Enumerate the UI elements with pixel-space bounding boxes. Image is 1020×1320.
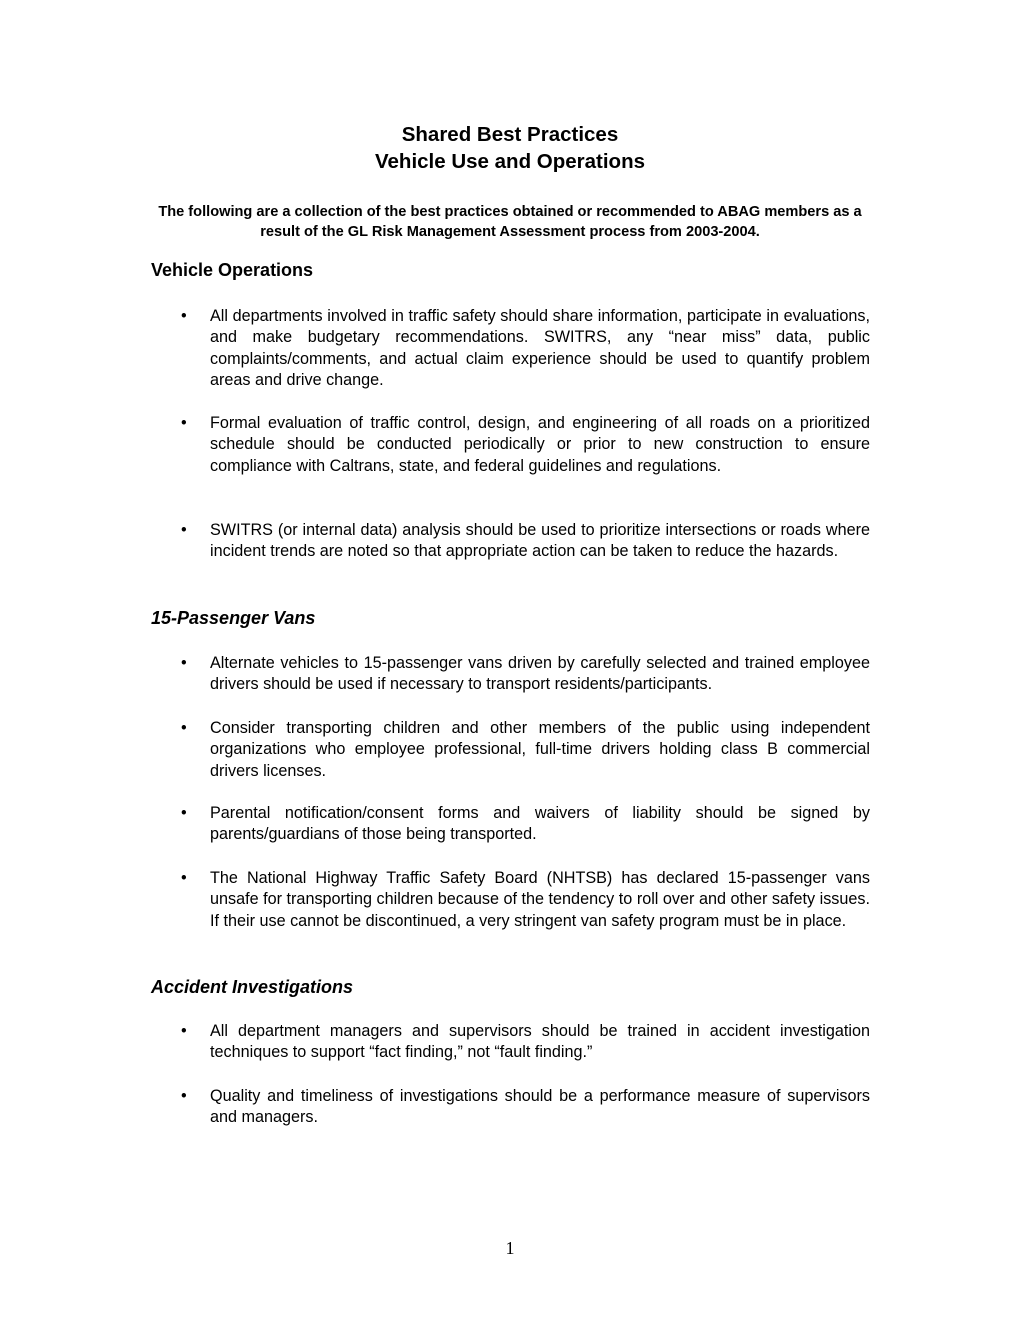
list-item — [181, 413, 870, 477]
bullet-icon: • — [181, 1087, 187, 1105]
intro-paragraph: The following are a collection of the best practices obtained or recommended to ABAG members as a result of the GL Risk Management Assessment process from 2003-2004. — [158, 204, 862, 240]
bullet-icon: • — [181, 1022, 187, 1040]
list-item — [181, 718, 870, 782]
list-item — [181, 1021, 870, 1064]
bullet-icon: • — [181, 307, 187, 325]
list-item-text: All departments involved in traffic safety should share information, participate in evaluations, and make budgetary recommendations. SWITRS, any “near miss” data, public complaints/comments, and actual claim experience should be used to quantify problem areas and drive change. — [210, 307, 870, 389]
list-item — [181, 1086, 870, 1129]
list-item-text: Parental notification/consent forms and waivers of liability should be signed by parents/guardians of those being transported. — [210, 804, 870, 844]
document-title: Shared Best Practices — [401, 123, 619, 146]
list-item-text: SWITRS (or internal data) analysis should be used to prioritize intersections or roads where incident trends are noted so that appropriate action can be taken to reduce the hazards. — [210, 521, 870, 561]
list-item — [181, 306, 870, 391]
document-subtitle: Vehicle Use and Operations — [374, 150, 645, 173]
page-number: 1 — [505, 1238, 515, 1258]
list-item — [181, 803, 870, 846]
list-item-text: Formal evaluation of traffic control, design, and engineering of all roads on a prioritized schedule should be conducted periodically or prior to new construction to ensure compliance with Caltrans, state, and federal guidelines and regulations. — [210, 414, 870, 475]
bullet-icon: • — [181, 869, 187, 887]
bullet-icon: • — [181, 654, 187, 672]
list-item-text: All department managers and supervisors should be trained in accident investigation techniques to support “fact finding,” not “fault finding.” — [210, 1022, 870, 1062]
list-item-text: Consider transporting children and other members of the public using independent organizations who employee professional, full-time drivers holding class B commercial drivers licenses. — [210, 719, 870, 780]
list-item — [181, 868, 870, 932]
list-item-text: Quality and timeliness of investigations should be a performance measure of supervisors and managers. — [210, 1087, 870, 1127]
section-heading-accident-investigations: Accident Investigations — [151, 977, 354, 997]
list-item-text: Alternate vehicles to 15-passenger vans driven by carefully selected and trained employee drivers should be used if necessary to transport residents/participants. — [210, 654, 870, 694]
bullet-icon: • — [181, 414, 187, 432]
bullet-icon: • — [181, 719, 187, 737]
list-item — [181, 520, 870, 563]
section-heading-vehicle-operations: Vehicle Operations — [151, 260, 314, 280]
section-heading-15-passenger-vans: 15-Passenger Vans — [151, 608, 316, 628]
list-item — [181, 653, 870, 696]
bullet-icon: • — [181, 804, 187, 822]
list-item-text: The National Highway Traffic Safety Board (NHTSB) has declared 15-passenger vans unsafe for transporting children because of the tendency to roll over and other safety issues. If their use cannot be discontinued, a very stringent van safety program must be in place. — [210, 869, 870, 930]
bullet-icon: • — [181, 521, 187, 539]
